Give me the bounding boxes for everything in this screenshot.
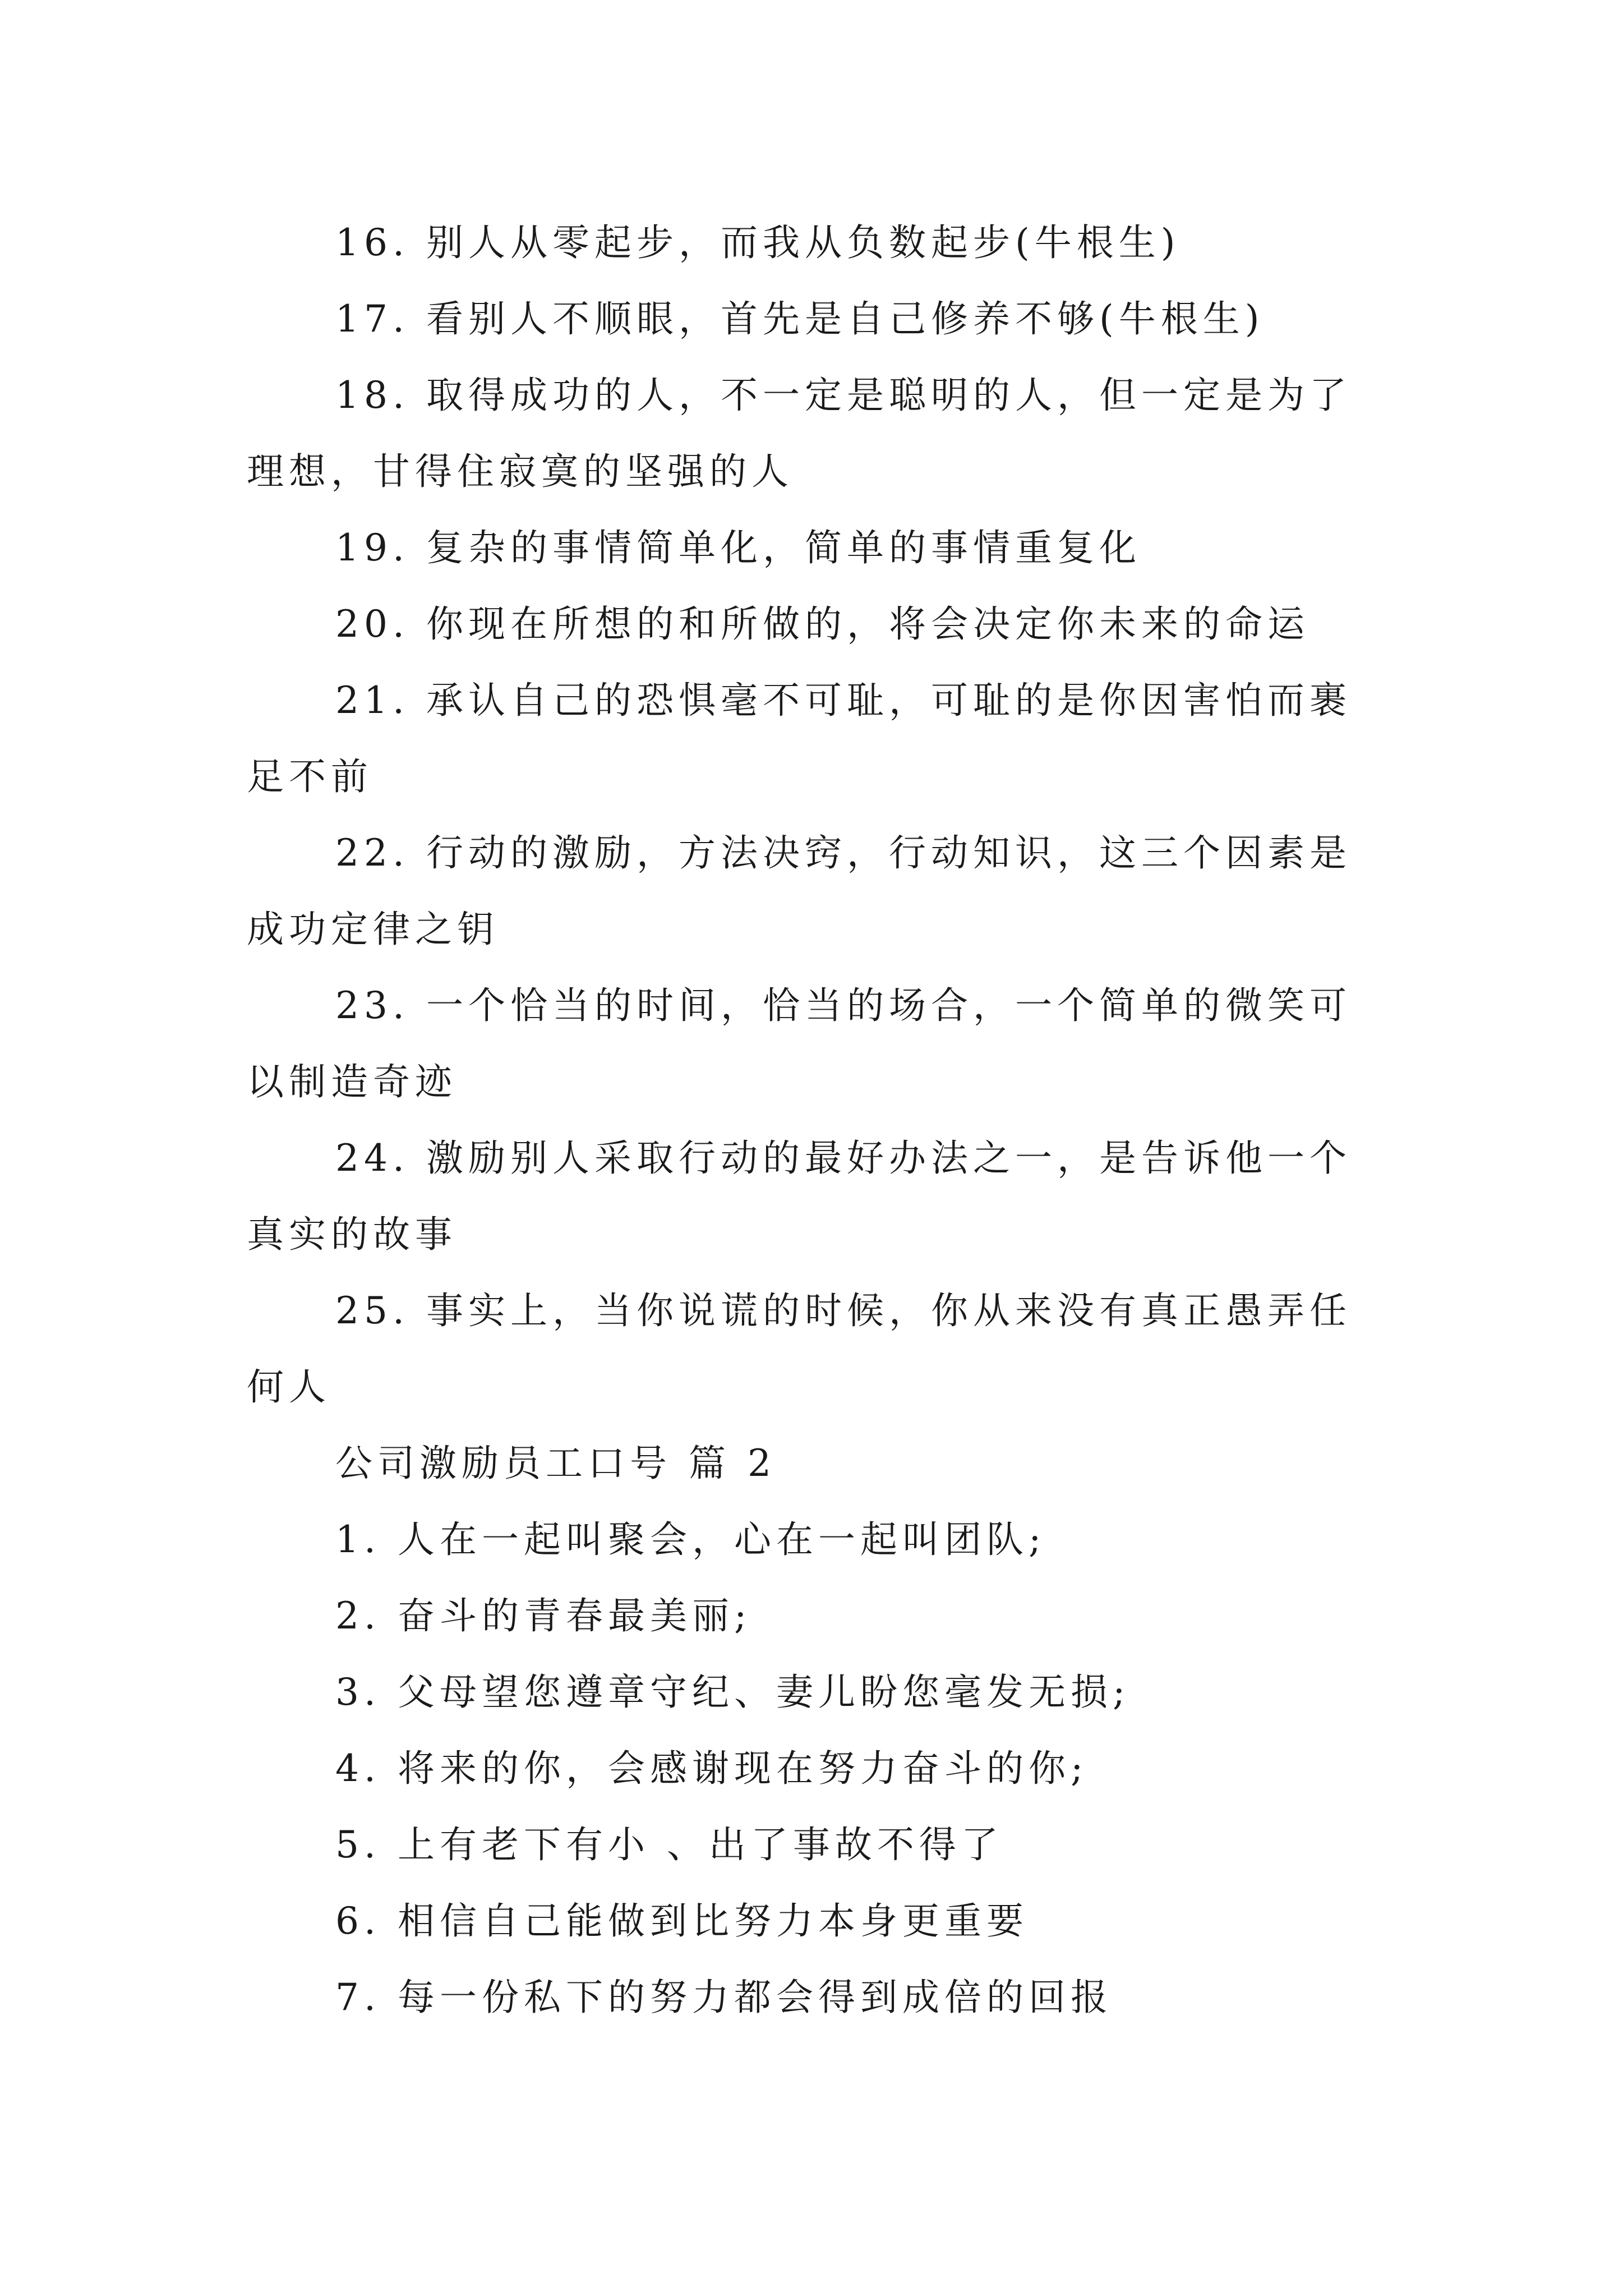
text-line-continuation: 足不前 [247, 755, 373, 798]
text-line: 6. 相信自己能做到比努力本身更重要 [335, 1899, 1029, 1943]
text-line: 25. 事实上，当你说谎的时候，你从来没有真正愚弄任 [335, 1289, 1352, 1332]
text-line: 2. 奋斗的青春最美丽; [335, 1594, 752, 1637]
text-line: 7. 每一份私下的努力都会得到成倍的回报 [335, 1976, 1113, 2019]
text-line: 24. 激励别人采取行动的最好办法之一，是告诉他一个 [335, 1137, 1352, 1180]
text-line: 23. 一个恰当的时间，恰当的场合，一个简单的微笑可 [335, 984, 1352, 1027]
text-line: 19. 复杂的事情简单化，简单的事情重复化 [335, 526, 1141, 569]
text-line-continuation: 何人 [247, 1365, 331, 1409]
text-line: 22. 行动的激励，方法决窍，行动知识，这三个因素是 [335, 831, 1352, 875]
text-line-continuation: 成功定律之钥 [247, 908, 499, 951]
section-heading: 公司激励员工口号 篇 2 [335, 1442, 776, 1485]
text-line-continuation: 真实的故事 [247, 1213, 457, 1256]
text-line: 17. 看别人不顺眼，首先是自己修养不够(牛根生) [335, 297, 1265, 341]
text-line: 1. 人在一起叫聚会，心在一起叫团队; [335, 1518, 1046, 1561]
text-line: 20. 你现在所想的和所做的，将会决定你未来的命运 [335, 602, 1310, 646]
text-line-continuation: 以制造奇迹 [247, 1060, 457, 1103]
text-line: 18. 取得成功的人，不一定是聪明的人，但一定是为了 [335, 374, 1352, 417]
text-line: 21. 承认自己的恐惧毫不可耻，可耻的是你因害怕而裹 [335, 679, 1352, 722]
text-line: 5. 上有老下有小 、出了事故不得了 [335, 1823, 1003, 1866]
text-line-continuation: 理想，甘得住寂寞的坚强的人 [247, 450, 794, 493]
text-line: 4. 将来的你，会感谢现在努力奋斗的你; [335, 1747, 1089, 1790]
text-line: 3. 父母望您遵章守纪、妻儿盼您毫发无损; [335, 1671, 1131, 1714]
text-line: 16. 别人从零起步，而我从负数起步(牛根生) [335, 221, 1181, 264]
document-body [247, 205, 1391, 2036]
